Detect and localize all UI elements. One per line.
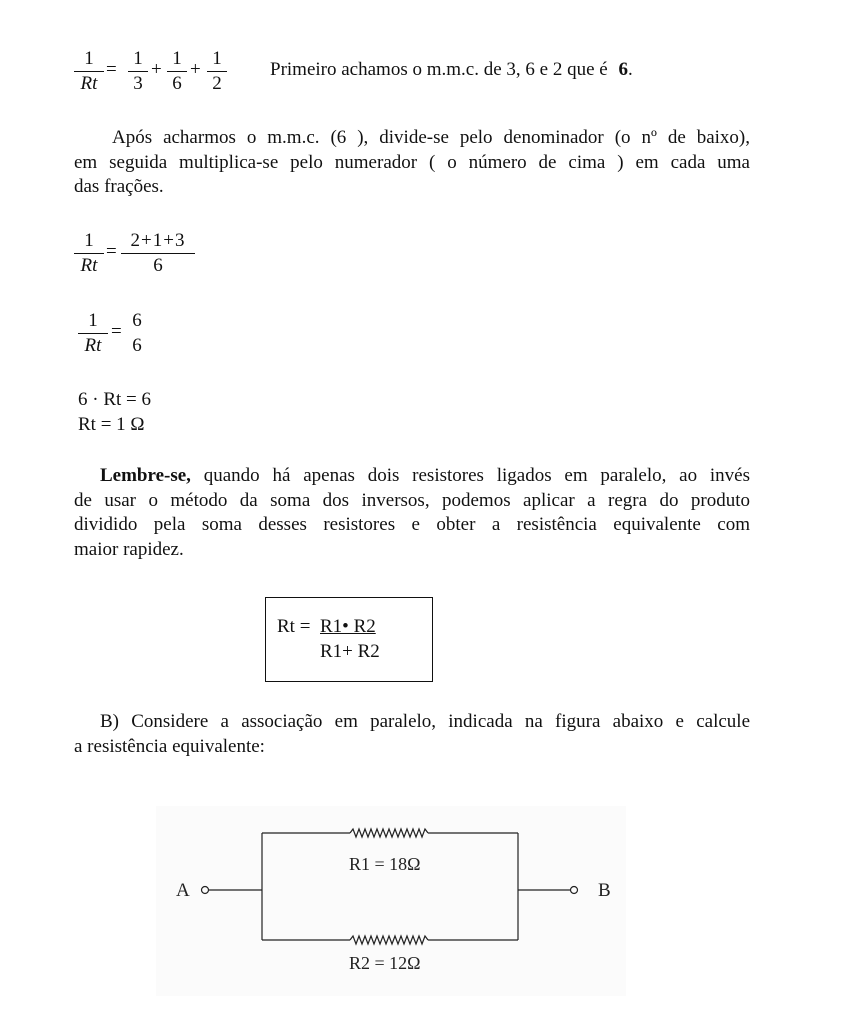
eq3-rhs-fraction bbox=[127, 309, 147, 358]
eq2-rhs-fraction bbox=[121, 229, 195, 278]
eq3-lhs-fraction bbox=[78, 309, 108, 358]
paragraph-explanation bbox=[74, 126, 750, 200]
fraction-denominator: Rt bbox=[80, 255, 98, 276]
equals-sign: = bbox=[106, 241, 117, 262]
fraction-denominator: Rt bbox=[80, 73, 98, 94]
fraction-denominator: 3 bbox=[133, 73, 143, 94]
circuit-figure bbox=[156, 806, 626, 996]
question-line: a resistência equivalente: bbox=[74, 735, 265, 757]
paragraph-line bbox=[74, 464, 750, 489]
paragraph-line: das frações. bbox=[74, 176, 164, 197]
paragraph-line: maior rapidez. bbox=[74, 538, 184, 560]
eq1-term-3 bbox=[207, 47, 227, 96]
fraction-numerator: 1 bbox=[84, 48, 94, 69]
formula-lhs: Rt = bbox=[277, 616, 311, 637]
paragraph-line: dividido pela soma desses resistores e obter a resistência equivalente com bbox=[74, 514, 750, 535]
resistor-r2 bbox=[350, 936, 428, 944]
fraction-numerator: 1 bbox=[212, 48, 222, 69]
eq1-lhs-fraction bbox=[74, 47, 104, 96]
result-line-1: 6 · Rt = 6 bbox=[78, 389, 151, 410]
paragraph-line: de usar o método da soma dos inversos, podemos aplicar a regra do produto bbox=[74, 489, 750, 511]
fraction-numerator: 6 bbox=[132, 310, 142, 331]
formula-numerator: R1• R2 bbox=[320, 616, 376, 637]
fraction-numerator: 1 bbox=[84, 230, 94, 251]
terminal-b-label: B bbox=[598, 880, 611, 901]
plus-sign: + bbox=[190, 59, 201, 80]
fraction-numerator: 1 bbox=[172, 48, 182, 69]
fraction-denominator: 6 bbox=[132, 335, 142, 356]
fraction-denominator: 2 bbox=[212, 73, 222, 94]
fraction-denominator: Rt bbox=[84, 335, 102, 356]
eq1-term-2 bbox=[167, 47, 187, 96]
question-text bbox=[74, 710, 750, 759]
terminal-b-node bbox=[571, 887, 578, 894]
fraction-numerator: 2+1+3 bbox=[130, 230, 186, 251]
reminder-bold: Lembre-se, bbox=[100, 465, 191, 486]
equals-sign: = bbox=[106, 59, 117, 80]
paragraph-line: Após acharmos o m.m.c. (6 ), divide-se pelo denominador (o nº de baixo), bbox=[112, 127, 750, 148]
question-line: B) Considere a associação em paralelo, indicada na figura abaixo e calcule bbox=[100, 711, 750, 732]
paragraph-line: em seguida multiplica-se pelo numerador ( o número de cima ) em cada uma bbox=[74, 151, 750, 173]
eq2-lhs-fraction bbox=[74, 229, 104, 278]
resistor-r1-label: R1 = 18Ω bbox=[349, 854, 421, 874]
resistor-r1 bbox=[350, 829, 428, 837]
eq1-note-text: Primeiro achamos o m.m.c. de 3, 6 e 2 que é bbox=[270, 59, 608, 80]
resistor-r2-label: R2 = 12Ω bbox=[349, 953, 421, 973]
circuit-diagram bbox=[156, 806, 626, 996]
eq1-note-bold: 6 bbox=[618, 59, 628, 80]
eq1-note bbox=[270, 58, 633, 82]
plus-sign: + bbox=[151, 59, 162, 80]
formula-box bbox=[265, 597, 433, 682]
fraction-denominator: 6 bbox=[172, 73, 182, 94]
fraction-numerator: 1 bbox=[88, 310, 98, 331]
terminal-a-label: A bbox=[176, 880, 190, 901]
paragraph-reminder bbox=[74, 464, 750, 562]
equals-sign: = bbox=[111, 321, 122, 342]
eq1-note-suffix: . bbox=[627, 59, 633, 80]
terminal-a-node bbox=[202, 887, 209, 894]
eq1-term-1 bbox=[128, 47, 148, 96]
result-line-2: Rt = 1 Ω bbox=[78, 414, 145, 435]
reminder-rest: quando há apenas dois resistores ligados em paralelo, ao invés bbox=[190, 465, 750, 486]
formula-denominator: R1+ R2 bbox=[320, 641, 380, 662]
fraction-numerator: 1 bbox=[133, 48, 143, 69]
fraction-denominator: 6 bbox=[153, 255, 163, 276]
